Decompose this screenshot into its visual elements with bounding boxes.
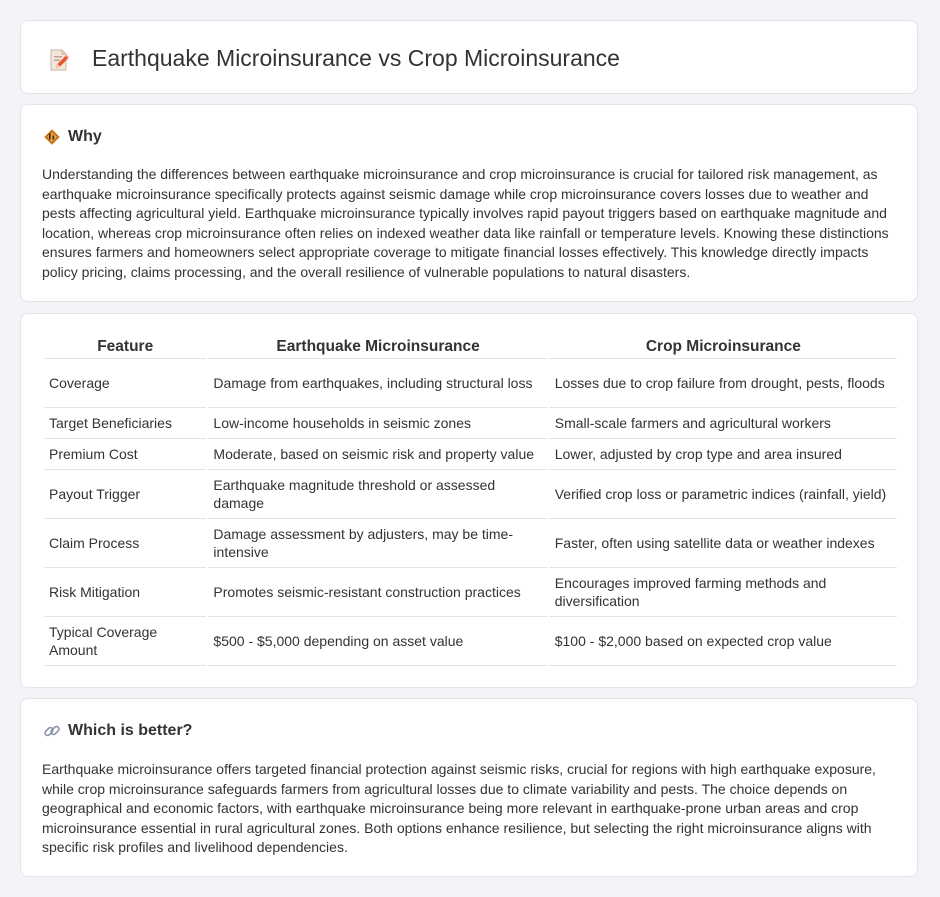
crop-cell: Lower, adjusted by crop type and area insured <box>550 439 897 470</box>
comparison-table-card <box>20 313 918 688</box>
earthquake-cell: $500 - $5,000 depending on asset value <box>208 617 547 666</box>
better-text: Earthquake microinsurance offers targeted financial protection against seismic risks, crucial for regions with high earthquake exposure, while crop microinsurance safeguards farmers from agricultural losses due to climate variability and pests. The choice depends on geographical and economic factors, with earthquake microinsurance being more relevant in earthquake-prone urban areas and crop microinsurance essential in rural agricultural zones. Both options enhance resilience, but selecting the right microinsurance aligns with specific risk profiles and livelihood dependencies. <box>42 761 876 856</box>
feature-cell: Claim Process <box>44 519 206 568</box>
table-row <box>44 359 897 408</box>
why-title: Why <box>68 128 102 145</box>
header-card <box>20 20 918 94</box>
why-section <box>20 104 918 302</box>
crop-cell: Encourages improved farming methods and diversification <box>550 568 897 617</box>
earthquake-cell: Damage assessment by adjusters, may be time-intensive <box>208 519 547 568</box>
feature-cell: Coverage <box>44 359 206 408</box>
why-text: Understanding the differences between earthquake microinsurance and crop microinsurance is crucial for tailored risk management, as earthquake microinsurance specifically protects against seismic damage while crop microinsurance covers losses due to weather and pests affecting agricultural yield. Earthquake microinsurance typically involves rapid payout triggers based on earthquake magnitude and location, whereas crop microinsurance often relies on indexed weather data like rainfall or temperature levels. Knowing these distinctions ensures farmers and homeowners select appropriate coverage to mitigate financial losses effectively. This knowledge directly impacts policy pricing, claims processing, and the overall resilience of vulnerable populations to natural disasters. <box>42 166 889 280</box>
earthquake-cell: Damage from earthquakes, including structural loss <box>208 359 547 408</box>
better-heading <box>43 721 192 741</box>
crop-cell: Verified crop loss or parametric indices (rainfall, yield) <box>550 470 897 519</box>
document-edit-icon <box>47 48 71 72</box>
warning-sign-icon <box>43 128 61 146</box>
table-row <box>44 617 897 666</box>
table-header-row <box>44 336 897 359</box>
earthquake-cell: Moderate, based on seismic risk and property value <box>208 439 547 470</box>
crop-cell: Faster, often using satellite data or weather indexes <box>550 519 897 568</box>
page-title: Earthquake Microinsurance vs Crop Microinsurance <box>92 45 620 71</box>
feature-cell: Typical Coverage Amount <box>44 617 206 666</box>
feature-cell: Target Beneficiaries <box>44 408 206 439</box>
why-heading <box>43 127 102 147</box>
feature-cell: Premium Cost <box>44 439 206 470</box>
header-earthquake: Earthquake Microinsurance <box>208 336 547 359</box>
table-row <box>44 519 897 568</box>
which-is-better-section <box>20 698 918 877</box>
header-feature: Feature <box>44 336 206 359</box>
crop-cell: $100 - $2,000 based on expected crop value <box>550 617 897 666</box>
crop-cell: Small-scale farmers and agricultural workers <box>550 408 897 439</box>
earthquake-cell: Promotes seismic-resistant construction practices <box>208 568 547 617</box>
feature-cell: Risk Mitigation <box>44 568 206 617</box>
link-icon <box>43 722 61 740</box>
crop-cell: Losses due to crop failure from drought, pests, floods <box>550 359 897 408</box>
feature-cell: Payout Trigger <box>44 470 206 519</box>
table-row <box>44 568 897 617</box>
table-row <box>44 408 897 439</box>
header-crop: Crop Microinsurance <box>550 336 897 359</box>
table-row <box>44 439 897 470</box>
table-row <box>44 470 897 519</box>
better-title: Which is better? <box>68 722 193 739</box>
earthquake-cell: Low-income households in seismic zones <box>208 408 547 439</box>
earthquake-cell: Earthquake magnitude threshold or assessed damage <box>208 470 547 519</box>
comparison-table <box>42 336 899 666</box>
